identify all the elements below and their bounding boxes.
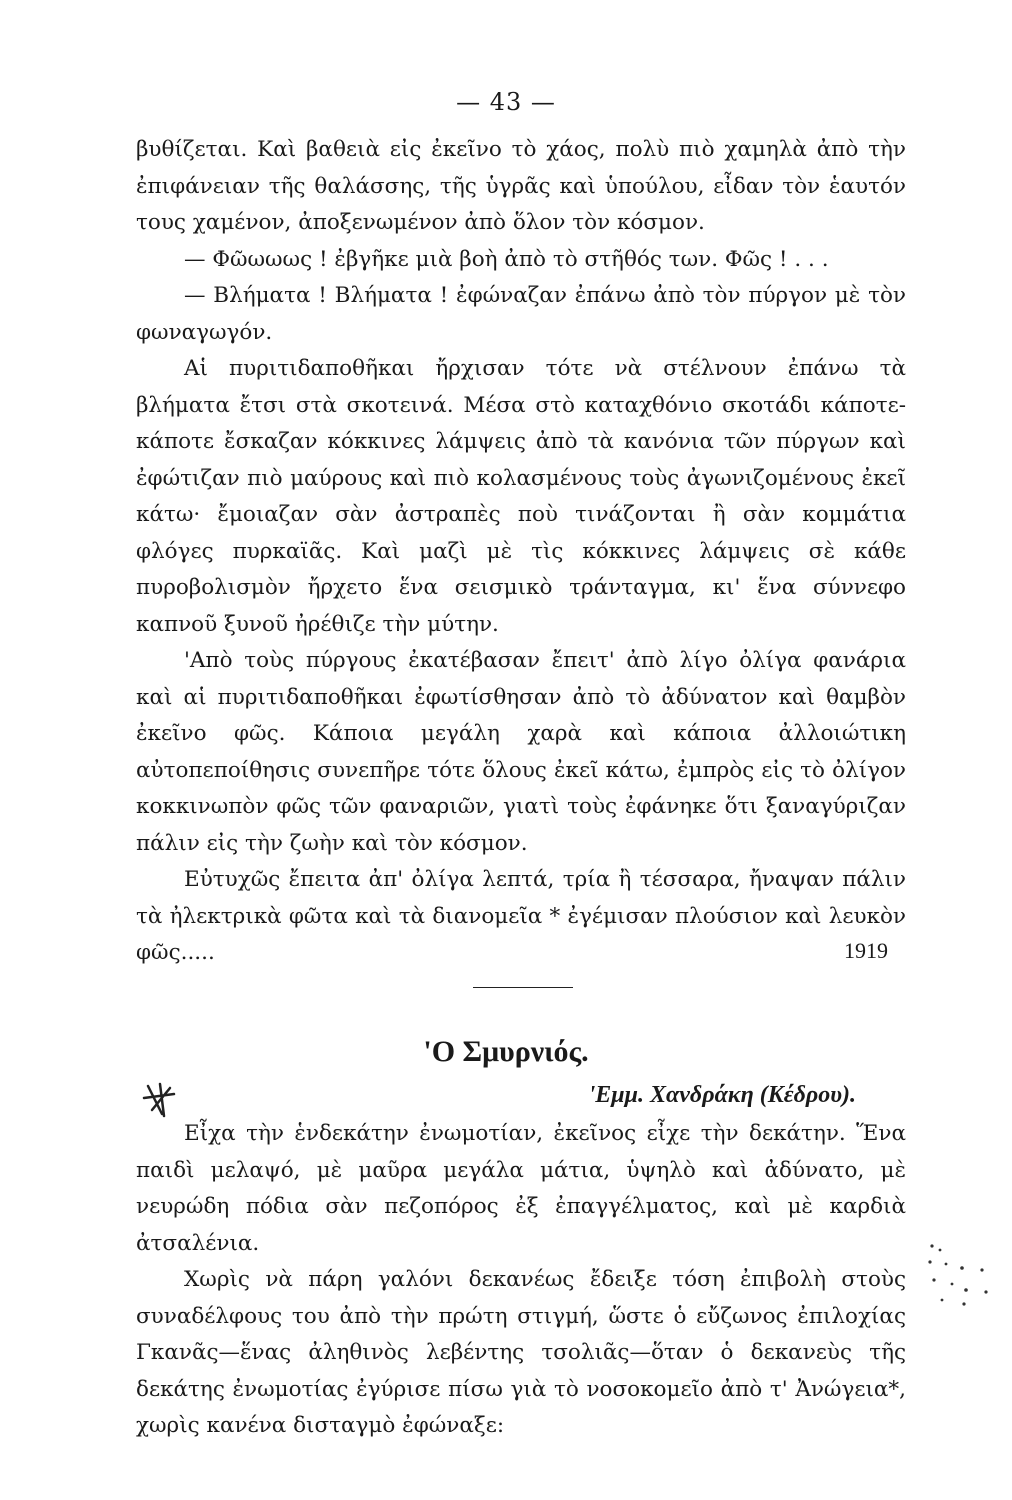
paragraph: Χωρὶς νὰ πάρη γαλόνι δεκανέως ἔδειξε τόση ἐπιβολὴ στοὺς συναδέλφους του ἀπὸ τὴν πρώτη στιγμή, ὥστε ὁ εὔζωνος ἐπιλοχίας Γκανᾶς—ἕνας ἀληθινὸς λεβέντης τσολιᾶς—ὅταν ὁ δεκανεὺς τῆς δεκάτης ἐνωμοτίας ἐγύρισε πίσω γιὰ τὸ νοσοκομεῖο ἀπὸ τ' Ἀνώγεια*, χωρὶς κανένα δισταγμὸ ἐφώναξε: — [136, 1267, 906, 1438]
date-line: 1919 — [844, 938, 888, 963]
section-divider — [473, 987, 573, 988]
handwritten-star-mark-icon — [140, 1080, 180, 1120]
paragraph: βυθίζεται. Καὶ βαθειὰ εἰς ἐκεῖνο τὸ χάος, πολὺ πιὸ χαμηλὰ ἀπὸ τὴν ἐπιφάνειαν τῆς θαλάσσης, τῆς ὑγρᾶς καὶ ὑπούλου, εἶδαν τὸν ἑαυτόν τους χαμένον, ἀποξενωμένον ἀπὸ ὅλον τὸν κόσμον. — [136, 137, 906, 235]
paragraph: Εἶχα τὴν ἑνδεκάτην ἐνωμοτίαν, ἐκεῖνος εἶχε τὴν δεκάτην. Ἕνα παιδὶ μελαψό, μὲ μαῦρα μεγάλα μάτια, ὑψηλὸ καὶ ἀδύνατο, μὲ νευρώδη πόδια σὰν πεζοπόρος ἐξ ἐπαγγέλματος, καὶ μὲ καρδιὰ ἀτσαλένια. — [136, 1121, 906, 1256]
story-title: 'Ο Σμυρνιός. — [423, 1035, 589, 1068]
margin-dots-decoration — [922, 1240, 1002, 1310]
section-1-body — [136, 132, 906, 972]
paragraph: Εὐτυχῶς ἔπειτα ἀπ' ὀλίγα λεπτά, τρία ἢ τέσσαρα, ἤναψαν πάλιν τὰ ἠλεκτρικὰ φῶτα καὶ τὰ διανομεῖα * ἐγέμισαν πλούσιον καὶ λευκὸν φῶς..... — [136, 867, 906, 965]
paragraph: Αἱ πυριτιδαποθῆκαι ἤρχισαν τότε νὰ στέλνουν ἐπάνω τὰ βλήματα ἔτσι στὰ σκοτεινά. Μέσα στὸ καταχθόνιο σκοτάδι κάποτε-κάποτε ἔσκαζαν κόκκινες λάμψεις ἀπὸ τὰ κανόνια τῶν πύργων καὶ ἐφώτιζαν πιὸ μαύρους καὶ πιὸ κολασμένους τοὺς ἀγωνιζομένους ἐκεῖ κάτω· ἔμοιαζαν σὰν ἀστραπὲς ποὺ τινάζονται ἢ σὰν κομμάτια φλόγες πυρκαϊᾶς. Καὶ μαζὶ μὲ τὶς κόκκινες λάμψεις σὲ κάθε πυροβολισμὸν ἤρχετο ἕνα σεισμικὸ τράνταγμα, κι' ἕνα σύννεφο καπνοῦ ξυνοῦ ἠρέθιζε τὴν μύτην. — [136, 356, 906, 637]
story-author: 'Εμμ. Χανδράκη (Κέδρου). — [588, 1082, 856, 1108]
paragraph: — Φῶωωως ! ἐβγῆκε μιὰ βοὴ ἀπὸ τὸ στῆθός των. Φῶς ! . . . — [184, 246, 829, 272]
paragraph: 'Απὸ τοὺς πύργους ἐκατέβασαν ἔπειτ' ἀπὸ λίγο ὀλίγα φανάρια καὶ αἱ πυριτιδαποθῆκαι ἐφωτίσθησαν ἀπὸ τὸ ἀδύνατον καὶ θαμβὸν ἐκεῖνο φῶς. Κάποια μεγάλη χαρὰ καὶ κάποια ἀλλοιώτικη αὐτοπεποίθησις συνεπῆρε τότε ὅλους ἐκεῖ κάτω, ἐμπρὸς εἰς τὸ ὀλίγον κοκκινωπὸν φῶς τῶν φαναριῶν, γιατὶ τοὺς ἐφάνηκε ὅτι ξαναγύριζαν πάλιν εἰς τὴν ζωὴν καὶ τὸν κόσμον. — [136, 648, 906, 856]
page-number: — 43 — — [456, 88, 556, 116]
paragraph: — Βλήματα ! Βλήματα ! ἐφώναζαν ἐπάνω ἀπὸ τὸν πύργον μὲ τὸν φωναγωγόν. — [136, 283, 906, 345]
section-2-body — [136, 1116, 906, 1445]
